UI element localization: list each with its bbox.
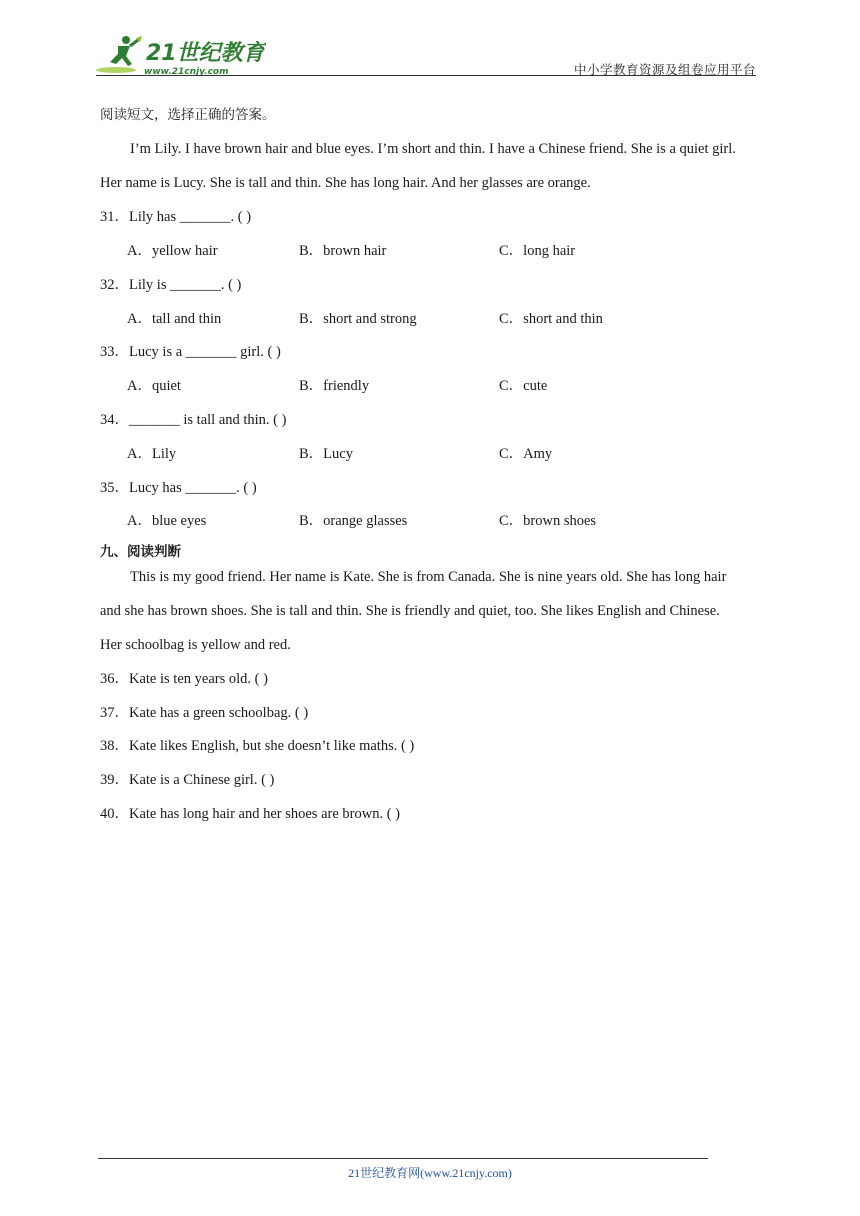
- question-34: 34．_______ is tall and thin. ( ): [100, 412, 287, 428]
- question-36: 36．Kate is ten years old. ( ): [100, 671, 268, 687]
- option-35-c[interactable]: C．brown shoes: [499, 513, 597, 529]
- section-title: 九、阅读判断: [100, 544, 181, 560]
- option-33-a[interactable]: A．quiet: [127, 378, 181, 394]
- footer-link[interactable]: 21世纪教育网(www.21cnjy.com): [348, 1166, 512, 1180]
- header-divider: [96, 75, 756, 76]
- passage1-line: I’m Lily. I have brown hair and blue eyes. I’m short and thin. I have a Chinese friend. She is a quiet girl.: [130, 141, 736, 157]
- option-31-b[interactable]: B．brown hair: [299, 243, 387, 259]
- option-31-c[interactable]: C．long hair: [499, 243, 576, 259]
- question-38: 38．Kate likes English, but she doesn’t like maths. ( ): [100, 738, 415, 754]
- question-37: 37．Kate has a green schoolbag. ( ): [100, 705, 309, 721]
- passage2-line: This is my good friend. Her name is Kate. She is from Canada. She is nine years old. She has long hair: [130, 569, 727, 585]
- option-33-c[interactable]: C．cute: [499, 378, 548, 394]
- question-39: 39．Kate is a Chinese girl. ( ): [100, 772, 275, 788]
- header-platform-name: 中小学教育资源及组卷应用平台: [573, 63, 756, 77]
- question-32: 32．Lily is _______. ( ): [100, 277, 242, 293]
- instruction: 阅读短文，选择正确的答案。: [100, 107, 276, 123]
- runner-icon: [96, 36, 142, 73]
- question-31: 31．Lily has _______. ( ): [100, 209, 252, 225]
- footer-divider: [98, 1158, 708, 1159]
- option-32-a[interactable]: A．tall and thin: [127, 311, 222, 327]
- logo: [96, 34, 266, 78]
- option-34-a[interactable]: A．Lily: [127, 446, 177, 462]
- option-33-b[interactable]: B．friendly: [299, 378, 370, 394]
- question-40: 40．Kate has long hair and her shoes are brown. ( ): [100, 806, 400, 822]
- passage2-line: and she has brown shoes. She is tall and thin. She is friendly and quiet, too. She likes English and Chinese.: [100, 603, 720, 619]
- option-32-b[interactable]: B．short and strong: [299, 311, 417, 327]
- option-31-a[interactable]: A．yellow hair: [127, 243, 218, 259]
- option-35-a[interactable]: A．blue eyes: [127, 513, 207, 529]
- logo-url: www.21cnjy.com: [144, 67, 229, 77]
- passage1-line: Her name is Lucy. She is tall and thin. She has long hair. And her glasses are orange.: [100, 175, 591, 191]
- passage2-line: Her schoolbag is yellow and red.: [100, 637, 291, 653]
- option-32-c[interactable]: C．short and thin: [499, 311, 603, 327]
- option-34-b[interactable]: B．Lucy: [299, 446, 353, 462]
- option-34-c[interactable]: C．Amy: [499, 446, 553, 462]
- page-header: [96, 34, 756, 78]
- question-33: 33．Lucy is a _______ girl. ( ): [100, 344, 281, 360]
- option-35-b[interactable]: B．orange glasses: [299, 513, 408, 529]
- question-35: 35．Lucy has _______. ( ): [100, 480, 257, 496]
- logo-text: 21世纪教育: [146, 41, 265, 66]
